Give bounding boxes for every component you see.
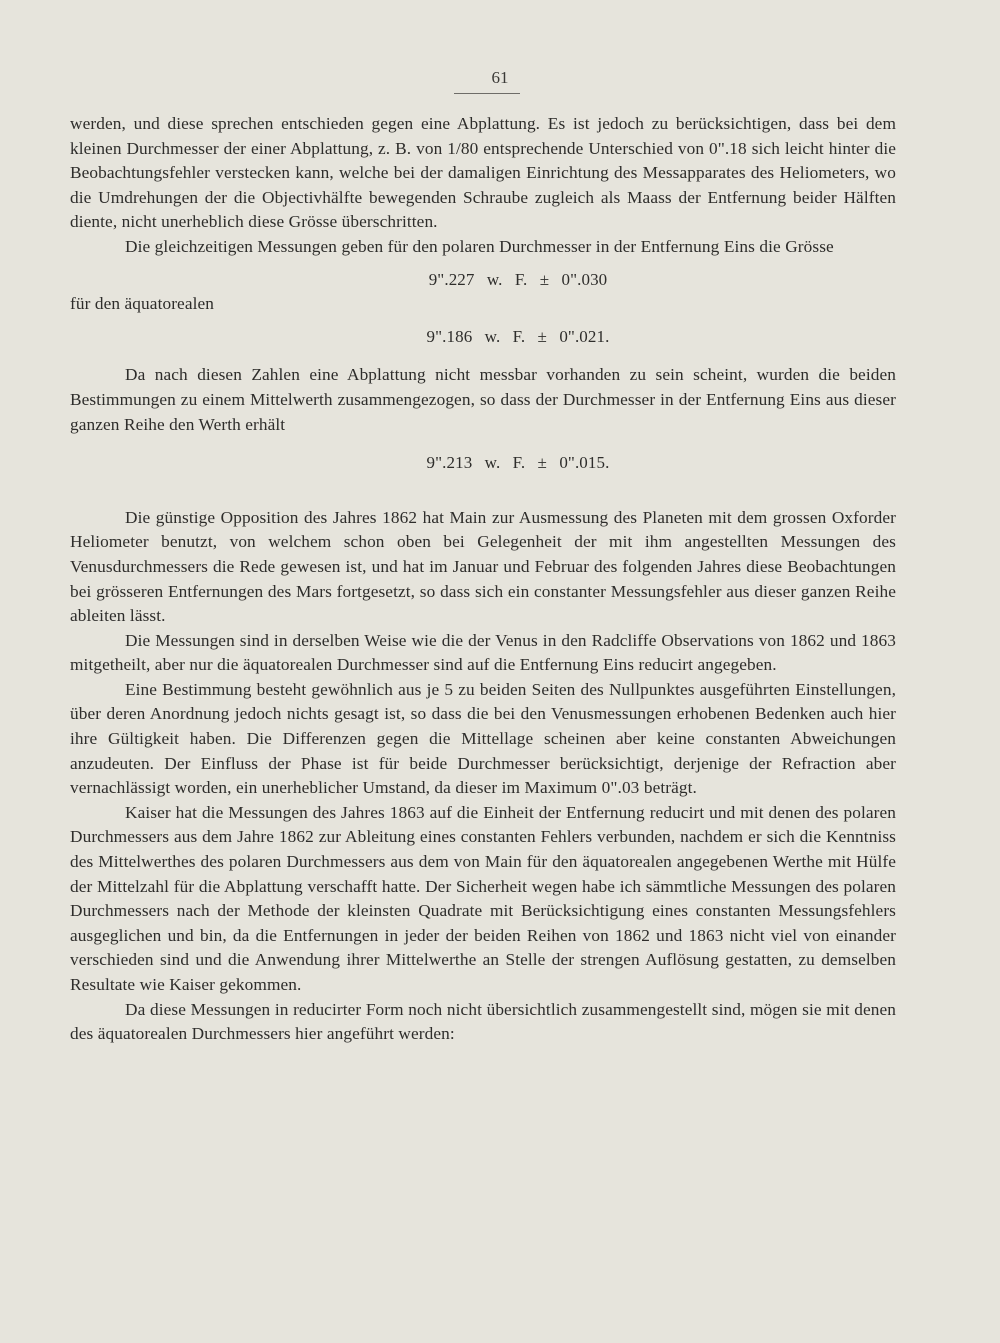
page-number: 61 [491, 68, 509, 87]
paragraph: Die Messungen sind in derselben Weise wie die der Venus in den Radcliffe Observations von 1862 und 1863 mitgetheilt, aber nur die äquatorealen Durchmesser sind auf die Entfernung Eins reducirt angegeben. [70, 630, 896, 675]
paragraph: Eine Bestimmung besteht gewöhnlich aus je 5 zu beiden Seiten des Nullpunktes ausgeführten Einstellungen, über deren Anordnung jedoch nichts gesagt ist, so dass die bei den Venusmessungen erhobenen Bedenken auch hier ihre Gültigkeit haben. Die Differenzen gegen die Mittellage scheinen aber keine constanten Abweichungen anzudeuten. Der Einfluss der Phase ist für beide Durchmesser berücksichtigt, derjenige der Refraction aber vernachlässigt worden, ein unerheblicher Umstand, da dieser im Maximum 0".03 beträgt. [70, 679, 896, 798]
body-text [70, 112, 896, 1047]
paragraph: für den äquatorealen [70, 294, 215, 314]
page-number-ornament [454, 93, 520, 94]
paragraph: Da diese Messungen in reducirter Form noch nicht übersichtlich zusammengestellt sind, mögen sie mit denen des äquatorealen Durchmessers hier angeführt werden: [70, 999, 896, 1044]
paragraph: Die gleichzeitigen Messungen geben für den polaren Durchmesser in der Entfernung Eins die Grösse [125, 236, 834, 256]
paragraph: werden, und diese sprechen entschieden gegen eine Abplattung. Es ist jedoch zu berücksichtigen, dass bei dem kleinen Durchmesser der einer Abplattung, z. B. von 1/80 entsprechende Unterschied von 0".18 sich leicht hinter die Beobachtungsfehler verstecken kann, welche bei der damaligen Einrichtung des Messapparates des Heliometers, wo die Umdrehungen der die Objectivhälfte bewegenden Schraube zugleich als Maass der Entfernung beider Hälften diente, nicht unerheblich diese Grösse überschritten. [70, 114, 896, 232]
paragraph: Kaiser hat die Messungen des Jahres 1863 auf die Einheit der Entfernung reducirt und mit denen des polaren Durchmessers aus dem Jahre 1862 zur Ableitung eines constanten Fehlers verbunden, nachdem er sich die Kenntniss des Mittelwerthes des polaren Durchmessers aus dem von Main für den äquatorealen angegebenen Werthe mit Hülfe der Mittelzahl für die Abplattung verschafft hatte. Der Sicherheit wegen habe ich sämmtliche Messungen des polaren Durchmessers nach der Methode der kleinsten Quadrate mit Berücksichtigung eines constanten Messungsfehlers ausgeglichen und bin, da die Entfernungen in jeder der beiden Reihen von 1862 und 1863 nicht viel von einander verschieden sind und die Anwendung ihrer Mittelwerthe an Stelle der strengen Auflösung gestatten, zu demselben Resultate wie Kaiser gekommen. [70, 802, 896, 994]
paragraph: Da nach diesen Zahlen eine Abplattung nicht messbar vorhanden zu sein scheint, wurden die beiden Bestimmungen zu einem Mittelwerth zusammengezogen, so dass der Durchmesser in der Entfernung Eins aus dieser ganzen Reihe den Werth erhält [70, 365, 896, 434]
paragraph: Die günstige Opposition des Jahres 1862 hat Main zur Ausmessung des Planeten mit dem grossen Oxforder Heliometer benutzt, von welchem schon oben bei Gelegenheit der mit ihm angestellten Messungen des Venusdurchmessers die Rede gewesen ist, und hat im Januar und Februar des folgenden Jahres diese Beobachtungen bei grösseren Entfernungen des Mars fortgesetzt, so dass sich ein constanter Messungsfehler aus dieser ganzen Reihe ableiten lässt. [70, 507, 896, 626]
formula-equatorial-diameter: 9".186 w. F. ± 0".021. [426, 326, 610, 346]
formula-mean-diameter: 9".213 w. F. ± 0".015. [426, 453, 610, 473]
formula-polar-diameter: 9".227 w. F. ± 0".030 [428, 269, 608, 289]
